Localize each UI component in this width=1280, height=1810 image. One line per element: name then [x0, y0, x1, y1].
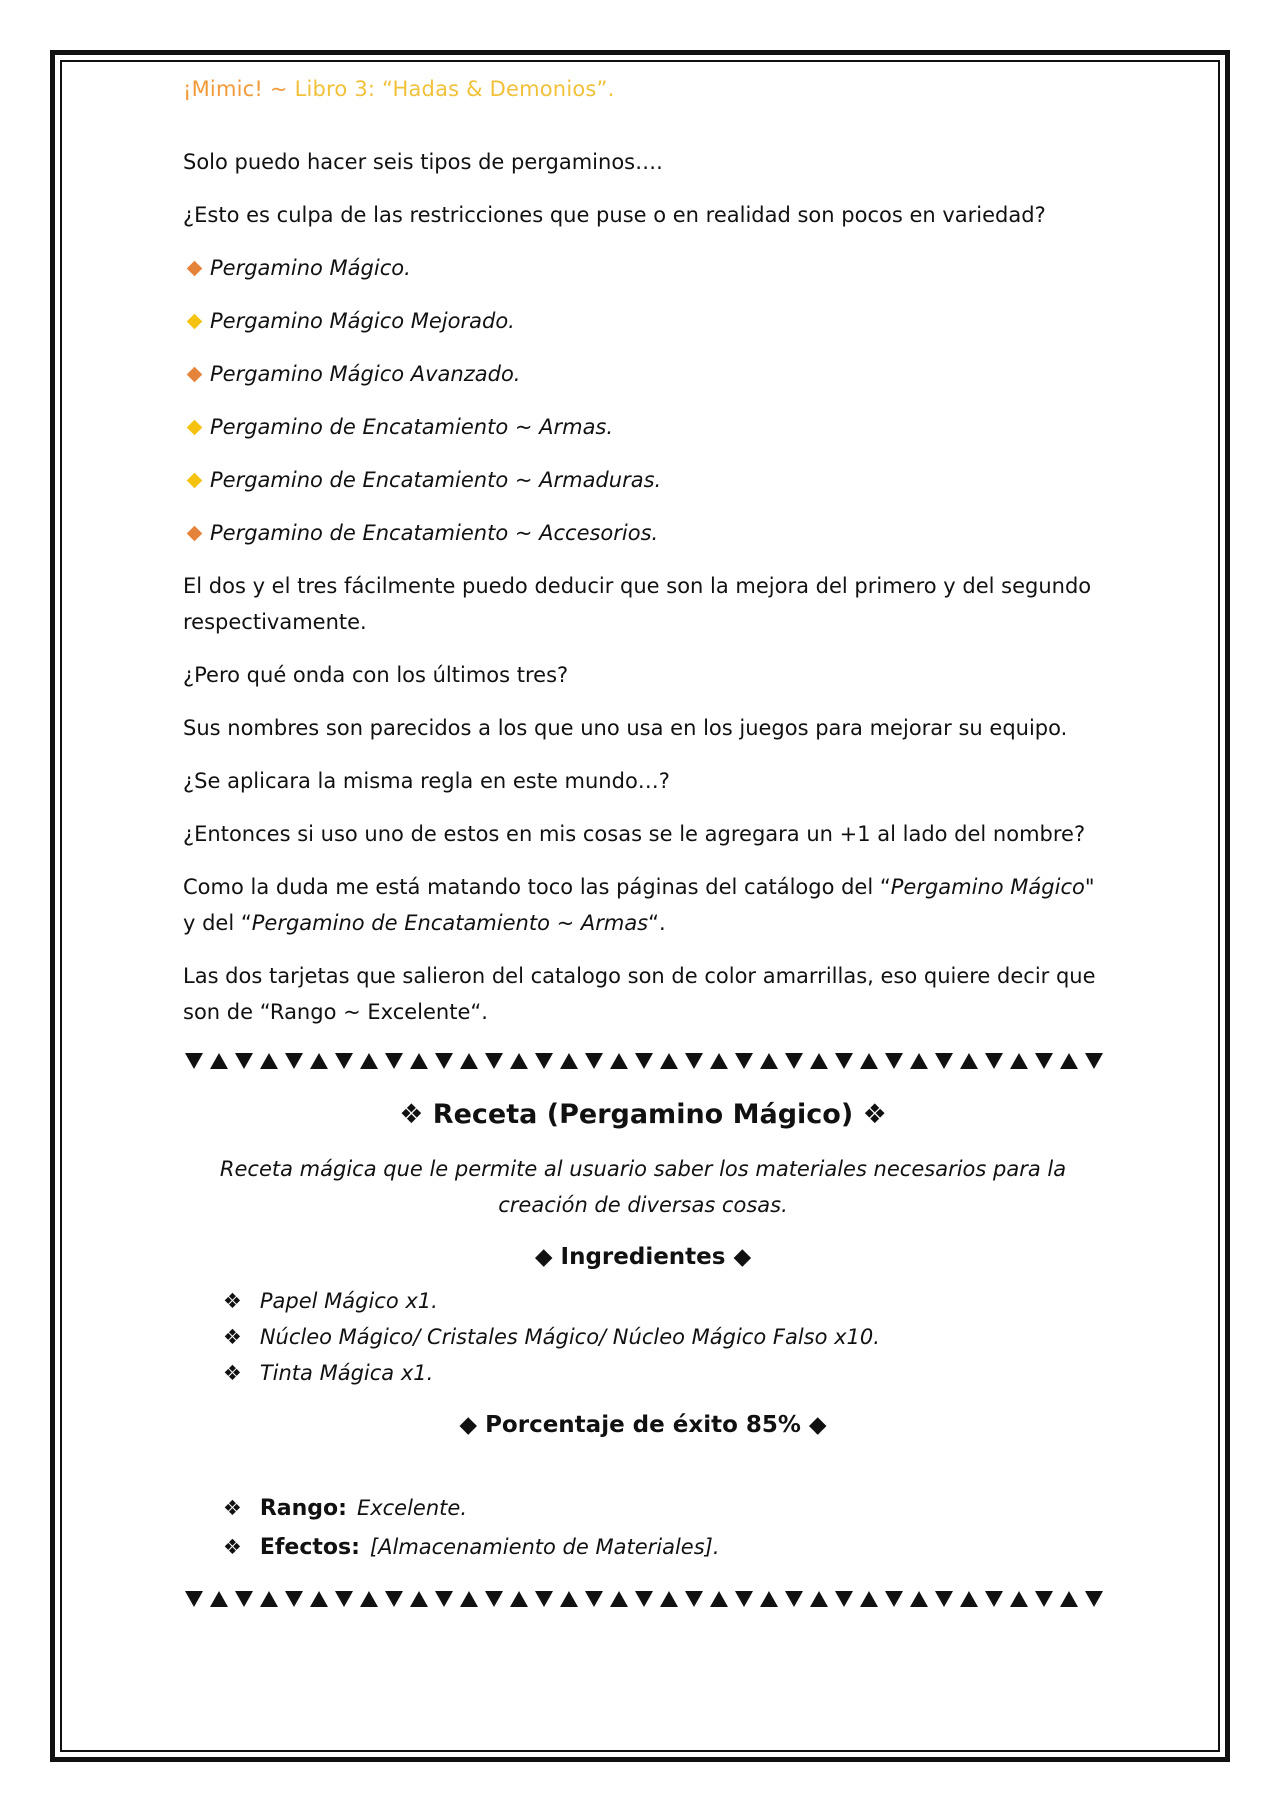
recipe-properties — [223, 1489, 1103, 1567]
triangle-up-icon — [960, 1053, 978, 1069]
triangle-up-icon — [410, 1591, 428, 1607]
triangle-down-icon — [785, 1053, 803, 1069]
triangle-up-icon — [560, 1591, 578, 1607]
triangle-up-icon — [1010, 1053, 1028, 1069]
effects-row — [223, 1528, 1103, 1567]
triangle-divider — [185, 1047, 1103, 1075]
triangle-divider — [185, 1585, 1103, 1613]
success-rate-title: ◆ Porcentaje de éxito 85% ◆ — [459, 1412, 827, 1438]
triangle-down-icon — [835, 1591, 853, 1607]
paragraph: ¿Se aplicara la misma regla en este mundo…? — [183, 769, 670, 793]
scroll-list — [183, 250, 1103, 551]
triangle-down-icon — [535, 1053, 553, 1069]
scroll-label: Pergamino Mágico Mejorado. — [210, 309, 515, 333]
triangle-down-icon — [685, 1591, 703, 1607]
recipe-description: Receta mágica que le permite al usuario saber los materiales necesarios para la creación de diversas cosas. — [219, 1157, 1067, 1217]
effects-value: [Almacenamiento de Materiales]. — [369, 1535, 720, 1559]
scroll-item — [183, 462, 1103, 498]
rank-label: Rango: — [259, 1496, 347, 1521]
triangle-up-icon — [1060, 1591, 1078, 1607]
paragraph: El dos y el tres fácilmente puedo deducir que son la mejora del primero y del segundo respectivamente. — [183, 574, 1092, 634]
triangle-up-icon — [210, 1053, 228, 1069]
ingredient-item — [223, 1355, 1103, 1391]
triangle-up-icon — [760, 1053, 778, 1069]
yellow-diamond-icon — [187, 313, 203, 329]
triangle-up-icon — [360, 1053, 378, 1069]
triangle-up-icon — [410, 1053, 428, 1069]
triangle-up-icon — [710, 1591, 728, 1607]
triangle-up-icon — [910, 1053, 928, 1069]
triangle-up-icon — [960, 1591, 978, 1607]
triangle-down-icon — [385, 1591, 403, 1607]
triangle-up-icon — [660, 1591, 678, 1607]
triangle-up-icon — [610, 1053, 628, 1069]
triangle-down-icon — [635, 1053, 653, 1069]
recipe-title: ❖ Receta (Pergamino Mágico) ❖ — [399, 1099, 887, 1130]
triangle-down-icon — [235, 1591, 253, 1607]
triangle-up-icon — [610, 1591, 628, 1607]
triangle-up-icon — [860, 1591, 878, 1607]
catalog-text-before: Como la duda me está matando toco las páginas del catálogo del “ — [183, 875, 891, 899]
triangle-up-icon — [660, 1053, 678, 1069]
triangle-up-icon — [460, 1053, 478, 1069]
triangle-up-icon — [360, 1591, 378, 1607]
scroll-item — [183, 356, 1103, 392]
triangle-down-icon — [335, 1053, 353, 1069]
triangle-up-icon — [510, 1591, 528, 1607]
triangle-down-icon — [785, 1591, 803, 1607]
triangle-down-icon — [685, 1053, 703, 1069]
scroll-label: Pergamino de Encatamiento ~ Armas. — [210, 415, 614, 439]
paragraph: ¿Pero qué onda con los últimos tres? — [183, 663, 569, 687]
triangle-down-icon — [485, 1591, 503, 1607]
triangle-down-icon — [385, 1053, 403, 1069]
triangle-up-icon — [710, 1053, 728, 1069]
triangle-down-icon — [485, 1053, 503, 1069]
triangle-down-icon — [185, 1053, 203, 1069]
triangle-up-icon — [860, 1053, 878, 1069]
ingredients-list — [223, 1283, 1103, 1391]
triangle-down-icon — [835, 1053, 853, 1069]
rank-value: Excelente. — [356, 1496, 467, 1520]
scroll-item — [183, 515, 1103, 551]
catalog-paragraph — [183, 869, 1103, 941]
ornament-icon: ❖ — [223, 1361, 242, 1385]
triangle-up-icon — [560, 1053, 578, 1069]
ornament-icon: ❖ — [223, 1535, 242, 1559]
triangle-down-icon — [935, 1591, 953, 1607]
triangle-down-icon — [1035, 1591, 1053, 1607]
ingredient-item — [223, 1283, 1103, 1319]
paragraph: Las dos tarjetas que salieron del catalogo son de color amarrillas, eso quiere decir que son de “Rango ~ Excelente“. — [183, 964, 1096, 1024]
yellow-diamond-icon — [187, 472, 203, 488]
triangle-down-icon — [735, 1591, 753, 1607]
triangle-up-icon — [460, 1591, 478, 1607]
triangle-up-icon — [1060, 1053, 1078, 1069]
catalog-item-1: Pergamino Mágico — [890, 875, 1085, 899]
triangle-up-icon — [910, 1591, 928, 1607]
triangle-up-icon — [260, 1053, 278, 1069]
triangle-down-icon — [285, 1053, 303, 1069]
ingredient-label: Papel Mágico x1. — [259, 1289, 438, 1313]
ornament-icon: ❖ — [223, 1289, 242, 1313]
header-book-title: Libro 3: “Hadas & Demonios”. — [287, 77, 615, 101]
ornament-icon: ❖ — [223, 1496, 242, 1520]
header-series: ¡Mimic! ~ — [183, 77, 288, 101]
triangle-up-icon — [310, 1053, 328, 1069]
triangle-down-icon — [935, 1053, 953, 1069]
triangle-up-icon — [1010, 1591, 1028, 1607]
rank-row — [223, 1489, 1103, 1528]
scroll-label: Pergamino de Encatamiento ~ Armaduras. — [210, 468, 662, 492]
ingredient-item — [223, 1319, 1103, 1355]
ingredients-title: ◆ Ingredientes ◆ — [534, 1244, 752, 1270]
paragraph: Sus nombres son parecidos a los que uno usa en los juegos para mejorar su equipo. — [183, 716, 1068, 740]
triangle-up-icon — [310, 1591, 328, 1607]
triangle-up-icon — [510, 1053, 528, 1069]
catalog-text-middle: " y del “ — [183, 875, 1095, 935]
triangle-up-icon — [760, 1591, 778, 1607]
triangle-down-icon — [285, 1591, 303, 1607]
triangle-up-icon — [810, 1053, 828, 1069]
scroll-label: Pergamino Mágico. — [210, 256, 411, 280]
triangle-down-icon — [1035, 1053, 1053, 1069]
scroll-item — [183, 250, 1103, 286]
triangle-down-icon — [335, 1591, 353, 1607]
book-header — [183, 74, 1103, 104]
orange-diamond-icon — [187, 525, 203, 541]
paragraph: Solo puedo hacer seis tipos de pergaminos…. — [183, 150, 663, 174]
paragraph: ¿Esto es culpa de las restricciones que puse o en realidad son pocos en variedad? — [183, 203, 1046, 227]
triangle-down-icon — [235, 1053, 253, 1069]
triangle-down-icon — [985, 1053, 1003, 1069]
triangle-up-icon — [210, 1591, 228, 1607]
ingredient-label: Tinta Mágica x1. — [259, 1361, 434, 1385]
triangle-down-icon — [1085, 1591, 1103, 1607]
catalog-item-2: Pergamino de Encatamiento ~ Armas — [251, 911, 649, 935]
triangle-down-icon — [985, 1591, 1003, 1607]
scroll-label: Pergamino Mágico Avanzado. — [210, 362, 521, 386]
triangle-up-icon — [260, 1591, 278, 1607]
catalog-text-after: “. — [648, 911, 666, 935]
triangle-down-icon — [435, 1053, 453, 1069]
scroll-label: Pergamino de Encatamiento ~ Accesorios. — [210, 521, 659, 545]
triangle-down-icon — [585, 1053, 603, 1069]
ornament-icon: ❖ — [223, 1325, 242, 1349]
triangle-down-icon — [1085, 1053, 1103, 1069]
orange-diamond-icon — [187, 260, 203, 276]
scroll-item — [183, 303, 1103, 339]
page-content — [183, 74, 1103, 1633]
triangle-down-icon — [735, 1053, 753, 1069]
orange-diamond-icon — [187, 366, 203, 382]
triangle-down-icon — [585, 1591, 603, 1607]
paragraph: ¿Entonces si uso uno de estos en mis cosas se le agregara un +1 al lado del nombre? — [183, 822, 1086, 846]
yellow-diamond-icon — [187, 419, 203, 435]
triangle-up-icon — [810, 1591, 828, 1607]
effects-label: Efectos: — [259, 1535, 360, 1560]
triangle-down-icon — [885, 1053, 903, 1069]
scroll-item — [183, 409, 1103, 445]
ingredient-label: Núcleo Mágico/ Cristales Mágico/ Núcleo Mágico Falso x10. — [259, 1325, 880, 1349]
triangle-down-icon — [185, 1591, 203, 1607]
triangle-down-icon — [435, 1591, 453, 1607]
triangle-down-icon — [535, 1591, 553, 1607]
triangle-down-icon — [635, 1591, 653, 1607]
triangle-down-icon — [885, 1591, 903, 1607]
